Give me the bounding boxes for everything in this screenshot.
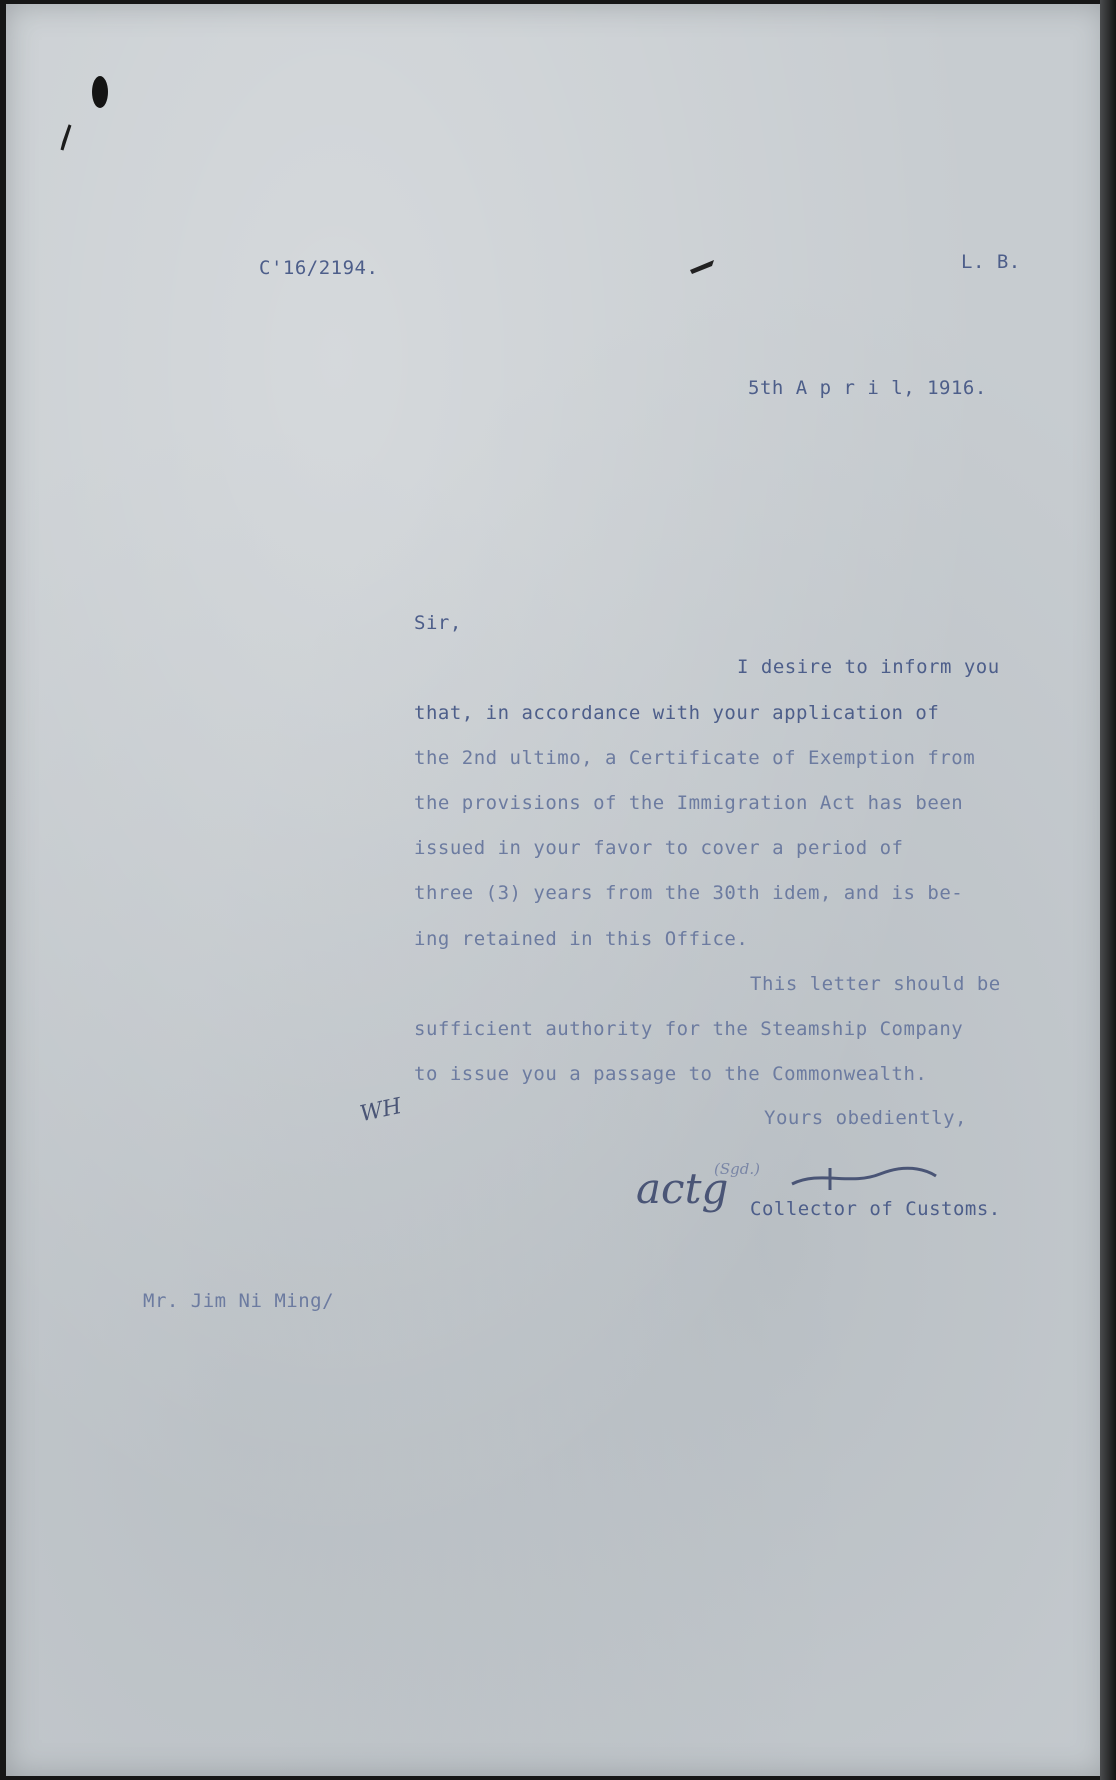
addressee: Mr. Jim Ni Ming/ <box>143 1290 335 1312</box>
page-edge-shadow <box>1100 0 1116 1780</box>
signature-strike <box>790 1160 940 1200</box>
body-line: ing retained in this Office. <box>414 928 749 950</box>
body-line: that, in accordance with your application of <box>414 702 940 724</box>
ink-tick-icon <box>62 125 70 150</box>
letter-date: 5th A p r i l, 1916. <box>748 377 987 399</box>
salutation: Sir, <box>414 612 462 634</box>
body-line: three (3) years from the 30th idem, and is be- <box>414 882 964 904</box>
margin-initials: WH <box>357 1093 404 1128</box>
signature-actg: actg <box>636 1164 729 1213</box>
signature-title: Collector of Customs. <box>750 1198 1001 1220</box>
body-line: This letter should be <box>750 973 1001 995</box>
signed-stamp: (Sgd.) <box>714 1160 760 1178</box>
ink-smudge <box>688 256 718 276</box>
file-reference: C'16/2194. <box>259 257 379 279</box>
closing: Yours obediently, <box>764 1107 967 1129</box>
ink-blot-icon <box>92 76 108 108</box>
body-line: issued in your favor to cover a period of <box>414 837 904 859</box>
body-line: the provisions of the Immigration Act has been <box>414 792 964 814</box>
body-line: I desire to inform you <box>737 656 1000 678</box>
initials-reference: L. B. <box>961 251 1021 273</box>
corner-ink-marks <box>40 70 120 160</box>
body-line: sufficient authority for the Steamship Company <box>414 1018 964 1040</box>
body-line: the 2nd ultimo, a Certificate of Exemption from <box>414 747 976 769</box>
body-line: to issue you a passage to the Commonwealth. <box>414 1063 928 1085</box>
